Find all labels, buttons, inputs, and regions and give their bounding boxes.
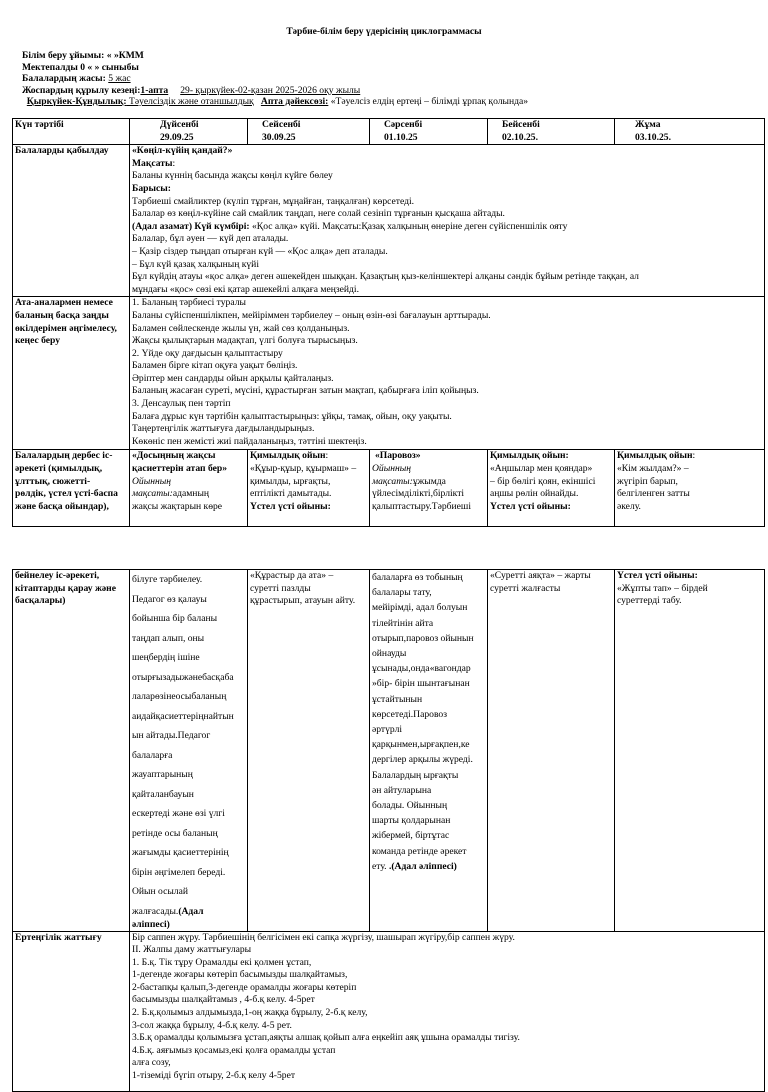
activity-label: Балалардың дербес іс- әрекеті (қимылдық, ұлттық, сюжетті- рөлдік, үстел үсті-баспа және басқа ойындар),: [13, 450, 130, 527]
activity-continued-tuesday: «Құрастыр да ата» – суретті пазлды құрастырып, атауын айту.: [248, 570, 370, 932]
exercise-label: Ертеңгілік жаттығу: [13, 931, 130, 1091]
reception-label: Балаларды қабылдау: [13, 145, 130, 297]
schedule-table-top: [12, 118, 765, 527]
reception-content: «Көңіл-күйің қандай?» Мақсаты: Баланы күннің басында жақсы көңіл күйге бөлеу Барысы: Тәрбиеші смайликтер (күліп тұрған, мұңайған, таңқалған) көрсетеді. Балалар өз көңіл-күйіне сай смайлик таңдап, неге солай сезініп тұрғанын қысқаша айтады. (Адал азамат) Күй күмбірі: «Қос алқа» күйі. Мақсаты:Қазақ халқының өнеріне деген сүйіспеншілік ояту Балалар, бұл әуен — күй деп аталады. – Қазір сіздер тыңдап отырған күй — «Қос алқа» деп аталады. – Бұл күй қазақ халқының күйі Бұл күйдің атауы «қос алқа» деген әшекейден шыққан. Қазақтың қыз-келіншектері алқаны сәндік бұйым ретінде таққан, ал мұндағы «қос» сөзі екі қатар әшекейлі алқаға меңзейді.: [130, 145, 765, 297]
parents-content: 1. Баланың тәрбиесі туралы Баланы сүйіспеншілікпен, мейіріммен тәрбиелеу – оның өзін-өзі бағалауын арттырады. Баламен сөйлескенде жылы үн, жай сөз қолданыңыз. Жақсы қылықтарын мадақтап, үлгі болуға тырысыңыз. 2. Үйде оқу дағдысын қалыптастыру Баламен бірге кітап оқуға уақыт бөліңіз. Әріптер мен сандарды ойын арқылы қайталаңыз. Баланың жасаған суреті, мүсіні, құрастырған затын мақтап, қабырғаға іліп қойыңыз. 3. Денсаулық пен тәртіп Балаға дұрыс күн тәртібін қалыптастырыңыз: ұйқы, тамақ, ойын, оқу уақыты. Таңертеңгілік жаттығуға дағдыландырыңыз. Көкөніс пен жемісті жиі пайдаланыңыз, тәттіні шектеңіз.: [130, 297, 765, 450]
parents-label: Ата-аналармен немесе баланың басқа заңды өкілдерімен әңгімелесу, кеңес беру: [13, 297, 130, 450]
reception-row: [13, 145, 765, 297]
meta-org: Білім беру ұйымы: « »КММ: [22, 50, 144, 61]
header-day-friday: Жұма 03.10.25.: [615, 119, 765, 145]
header-row: [13, 119, 765, 145]
meta-age: Балалардың жасы: 5 жас: [22, 73, 131, 84]
schedule-table-bottom: [12, 569, 765, 1092]
activity-continued-thursday: «Суретті аяқта» – жарты суретті жалғасты: [488, 570, 615, 932]
parents-row: [13, 297, 765, 450]
activity-continued-monday: білуге тәрбиелеу. Педагог өз қалауы бойынша бір баланы таңдап алып, оны шеңбердің ішіне отырғызадыжәнебасқаба лаларөзінеосыбаланың аидайқасиеттеріңнайтын ын айтады.Педагог балаларға жауаптарының қайталанбауын ескертеді және өзі үлгі ретінде осы баланың жағымды қасиеттерінің бірін әңгімелеп береді. Ойын осылай жалғасады.(Адал әліппесі): [130, 570, 248, 932]
exercise-row: [13, 931, 765, 1091]
activity-continued-friday: Үстел үсті ойыны: «Жұпты тап» – бірдей суреттерді табу.: [615, 570, 765, 932]
activity-row: [13, 450, 765, 527]
activity-continued-label: бейнелеу іс-әрекеті, кітаптарды қарау және басқалары): [13, 570, 130, 932]
document-meta: [22, 50, 762, 108]
page-title: Тәрбие-білім беру үдерісінің циклограммасы: [286, 26, 482, 37]
meta-period: Жоспардың құрылу кезеңі:1-апта 29- қыркүйек-02-қазан 2025-2026 оқу жылы: [22, 84, 361, 96]
exercise-content: Бір саппен жүру. Тәрбиешінің белгісімен екі сапқа жүргізу, шашырап жүгіру,бір саппен жүру. ІІ. Жалпы даму жаттығулары 1. Б.қ. Тік тұру Орамалды екі қолмен ұстап, 1-дегенде жоғары көтеріп басымызды шалқайтамыз, 2-бастапқы қалып,3-дегенде орамалды жоғары көтеріп басымызды шалқайтамыз , 4-б.қ келу. 4-5рет 2. Б.қ.қолымыз алдымызда,1-оң жаққа бұрылу, 2-б.қ келу, 3-сол жаққа бұрылу, 4-б.қ келу. 4-5 рет. 3.Б.қ орамалды қолымызға ұстап,аяқты алшақ қойып алға еңкейіп аяқ ұшына орамалды тигізу. 4.Б.қ. аяғымыз қосамыз,екі қолға орамалды ұстап алға созу, 1-тіземіді бүгіп отыру, 2-б.қ келу 4-5рет: [130, 931, 765, 1091]
header-day-thursday: Бейсенбі 02.10.25.: [488, 119, 615, 145]
meta-school: Мектепалды 0 « » сыныбы: [22, 61, 139, 73]
activity-thursday: Қимылдық ойын: «Аңшылар мен қояндар» – бір бөлігі қоян, екіншісі аңшы рөлін ойнайды. Үстел үсті ойыны:: [488, 450, 615, 527]
header-day-tuesday: Сейсенбі 30.09.25: [248, 119, 370, 145]
activity-friday: Қимылдық ойын: «Кім жылдам?» – жүгіріп барып, белгіленген затты әкелу.: [615, 450, 765, 527]
activity-tuesday: Қимылдық ойын: «Құыр-құыр, құырмаш» – қимылды, ырғақты, ептілікті дамытады. Үстел үсті ойыны:: [248, 450, 370, 527]
activity-monday: «Досыңның жақсы қасиеттерін атап бер» Ойынның мақсаты:адамның жақсы жақтарын көре: [130, 450, 248, 527]
header-day-monday: Дүйсенбі 29.09.25: [130, 119, 248, 145]
activity-continued-row: [13, 570, 765, 932]
header-day-wednesday: Сәрсенбі 01.10.25: [370, 119, 488, 145]
header-col-schedule: Күн тәртібі: [13, 119, 130, 145]
activity-continued-wednesday: балаларға өз тобының балалары тату, мейірімді, адал болуын тілейтінін айта отырып,паровоз ойынын ойнауды ұсынады,онда«вагондар »бір- бірін шынтағынан ұстайтынын көрсетеді.Паровоз әртүрлі қарқынмен,ырғақпен,ке дергілер арқылы жүреді. Балалардың ырғақты ән айтуларына болады. Ойынның шарты қолдарынан жібермей, біртұтас команда ретінде әрекет ету. .(Адал әліппесі): [370, 570, 488, 932]
meta-month: Қыркүйек-Құндылық: Тәуелсіздік және отаншылдық Апта дәйексөзі: «Тәуелсіз елдің ертеңі – білімді ұрпақ қолында»: [26, 96, 529, 107]
activity-wednesday: «Паровоз» Ойынның мақсаты:ұжымда үйлесімділікті,бірлікті қалыптастыру.Тәрбиеші: [370, 450, 488, 527]
